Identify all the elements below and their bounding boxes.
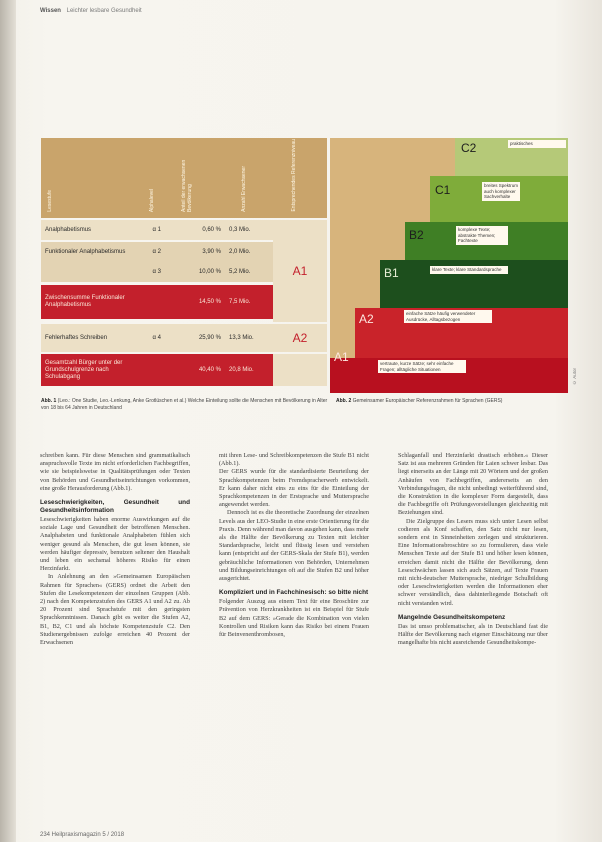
row-count: 5,2 Mio. <box>229 269 251 275</box>
reference-level-label: A2 <box>292 331 308 345</box>
section-heading: Kompliziert und in Fachchinesisch: so bitte nicht <box>219 589 369 597</box>
paragraph: schreiben kann. Für diese Menschen sind grammatikalisch anspruchsvolle Texte im nicht erforderlichen Fachbegriffen, wie sie beispielsweise in Qualitätsprüfungen oder Texten von Behörden und Gesundheitseinrichtungen vorkommen, eine große Herausforderung (Abb.1). <box>40 452 190 492</box>
table-row-subtotal <box>41 285 273 319</box>
row-share: 25,90 % <box>198 335 221 341</box>
row-count: 7,5 Mio. <box>229 299 251 305</box>
level-desc-b2: komplexe Texte; abstrakte Themen; Fachtexte <box>456 226 508 245</box>
text-column-3 <box>398 452 548 647</box>
row-share: 0,60 % <box>202 227 221 233</box>
row-level <box>141 354 161 386</box>
level-desc-a1: vertraute, kurze Sätze; sehr einfache Fragen; alltägliche Situationen <box>378 360 466 373</box>
table-row <box>41 324 273 352</box>
paragraph: mit ihren Lese- und Schreibkompetenzen die Stufe B1 nicht (Abb.1). <box>219 452 369 468</box>
header-count: Anzahl Erwachsener <box>241 166 247 212</box>
running-head-section: Wissen <box>40 8 61 14</box>
level-label-a2: A2 <box>359 312 374 326</box>
level-label-b1: B1 <box>384 266 399 280</box>
figure2-credit: © Autor <box>572 368 577 385</box>
table-row <box>41 262 273 282</box>
gers-staircase-figure <box>330 138 568 393</box>
figure1-caption-text: (Leo.: One Studie, Leo.-Lenkung, Anke Grotlüschen et al.) Welche Einteilung sollte die Menschen mit Bevölkerung in Alter von 18 bis 64 Jahren in Deutschland <box>41 398 328 411</box>
table-row <box>41 242 273 262</box>
level-desc-a2: einfache Sätze häufig verwendeter Ausdrücke, Alltagsbezogen <box>404 310 492 323</box>
row-share: 14,50 % <box>198 299 221 305</box>
running-head-title: Leichter lesbare Gesundheit <box>66 8 142 14</box>
level-desc-c2: praktisches <box>508 140 566 148</box>
header-share: Anteil der erwachsenen Bevölkerung <box>181 159 193 212</box>
table-header <box>41 138 327 218</box>
paragraph: Die Zielgruppe des Lesers muss sich unter Lesen selbst codieren als Konf schaffen, den Satz nicht nur lesen, sondern erst in Sinneinheiten zerlegen und strukturieren. Eine Informationsbroschüre so zu formulieren, dass viele Menschen Texte auf der Stufe B1 und höher lesen können, erreichen damit nicht die Hälfte der Bevölkerung, denn Leseschwächen lassen sich auch Sätzen, auf Texte Frauen mit nicht-deutscher Muttersprache, niedriger Schulbildung oder Leseschwierigkeiten werden die Informationen eher schwer verständlich, dass dahinterliegende Botschaft oft nicht verstanden wird. <box>398 517 548 607</box>
row-level: α 1 <box>152 227 161 233</box>
paragraph: Der GERS wurde für die standardisierte Beurteilung der Sprachkompetenzen beim Fremdspracherwerb entwickelt. Er kann daher nicht eins zu eins für die Einteilung der Sprachkompetenzen in der Erstsprache und Muttersprache angewendet werden. <box>219 468 369 509</box>
paragraph: Dennoch ist es die theoretische Zuordnung der einzelnen Levels aus der LEO-Studie in eine erste Orientierung für die Praxis. Denn während man davon ausgehen kann, dass mehr als die Hälfte der Bevölkerung zu Texten mit leichter Standardsprache, leicht und flüssig lesen und verstehen kann (entspricht auf der GERS-Skala der Stufe B1), werden gebräuchliche Informationen von Behörden, Unternehmen und Bildungseinrichtungen oft auf die Stufen B2 und höher ausgerichtet. <box>219 509 369 583</box>
row-count: 13,3 Mio. <box>229 335 254 341</box>
reference-level-a2 <box>273 324 327 352</box>
row-level: α 3 <box>152 269 161 275</box>
text-column-1 <box>40 452 190 647</box>
level-label-a1: A1 <box>334 350 349 364</box>
row-level <box>141 285 161 319</box>
row-label: Zwischensumme Funktionaler Analphabetismus <box>45 295 125 308</box>
level-label-c2: C2 <box>461 141 477 155</box>
row-label: Gesamtzahl Bürger unter der Grundschulgrenze nach Schulabgang <box>45 359 123 380</box>
row-share: 3,90 % <box>202 249 221 255</box>
section-heading: Leseschwierigkeiten, Gesundheit und Gesundheitsinformation <box>40 499 190 515</box>
level-label-c1: C1 <box>435 183 451 197</box>
header-lesestufe: Lesestufe <box>47 190 53 212</box>
reference-level-empty <box>273 354 327 386</box>
row-level: α 2 <box>152 249 161 255</box>
figure1-caption-label: Abb. 1 <box>41 398 57 404</box>
row-label: Funktionaler Analphabetismus <box>45 248 126 255</box>
header-alphalevel: Alphalevel <box>149 188 155 212</box>
paragraph: In Anlehnung an den »Gemeinsamen Europäischen Rahmen für Sprachen« (GERS) ordnet die Arbeit den Stufen die Lesekompetenzen der einzelnen Gruppen (Abb. 2) nach den Kompetenzstufen des GERS A1 und A2 zu. Ab 20 Prozent sind Sprachstufe mit den geringsten Sprachkenntnissen. Danach gibt es weiter die Stufen A2, B1, B2, C1 und als höchste Kompetenzstufe C2. Den Studienergebnissen zufolge erreichen 40 Prozent der Erwachsenen <box>40 573 190 647</box>
table-row <box>41 220 273 240</box>
row-count: 20,8 Mio. <box>229 367 254 373</box>
paragraph: Das ist umso problematischer, als in Deutschland fast die Hälfte der Bevölkerung nach eigener Einschätzung nur über mangelhafte bis nicht ausreichende Gesundheitskompe- <box>398 622 548 647</box>
table-row-total <box>41 354 273 386</box>
level-desc-b1: klare Texte; klare Standardsprache <box>430 266 508 274</box>
row-count: 2,0 Mio. <box>229 249 251 255</box>
row-label: Fehlerhaftes Schreiben <box>45 334 108 341</box>
text-column-2 <box>219 452 369 639</box>
row-share: 40,40 % <box>198 367 221 373</box>
paragraph: Leseschwierigkeiten haben enorme Auswirkungen auf die soziale Lage und Gesundheit der betroffenen Menschen. Analphabeten und funktionale Analphabeten fühlen sich weniger gesund als Menschen, die gut lesen können, sie werden häufiger depressiv, benutzen seltener den Haushalt und leben ein sechsmal höheres Risiko für einen Herzinfarkt. <box>40 516 190 573</box>
reference-level-label: A1 <box>292 264 308 278</box>
paragraph: Folgender Auszug aus einem Text für eine Broschüre zur Prävention von Herzkrankheiten ist ein Beispiel für Stufe B2 auf dem GERS: »Gerade die Kombination von vielen Kontrollen und Risiken kann das Risiko bei einem Frauen für Beinvenenthrombosen, <box>219 598 369 639</box>
literacy-table-figure <box>41 138 327 393</box>
reference-level-a1 <box>273 220 327 322</box>
row-label: Analphabetismus <box>45 226 92 233</box>
page-footer: 234 Heilpraxismagazin 5 / 2018 <box>40 832 125 838</box>
figure2-caption-text: Gemeinsamer Europäischer Referenzrahmen für Sprachen (GERS) <box>352 398 503 404</box>
level-label-b2: B2 <box>409 228 424 242</box>
figure1-caption <box>41 398 331 412</box>
section-heading: Mangelnde Gesundheitskompetenz <box>398 613 506 621</box>
figure2-caption-label: Abb. 2 <box>336 398 352 404</box>
figure2-caption <box>336 398 568 405</box>
row-share: 10,00 % <box>198 269 221 275</box>
row-count: 0,3 Mio. <box>229 227 251 233</box>
page-binding-shadow <box>0 0 16 842</box>
running-head <box>40 8 142 14</box>
level-desc-c1: breites Spektrum auch komplexer Sachverhalte <box>484 183 519 199</box>
row-level: α 4 <box>152 335 161 341</box>
header-reference: Entsprechendes Referenzniveau <box>291 139 297 212</box>
paragraph: Schlaganfall und Herzinfarkt drastisch erhöhen.« Dieser Satz ist aus mehreren Gründen für Laien schwer lesbar. Das liegt einerseits an der Länge mit 20 Wörtern und der großen Anhäufen von Fachbegriffen, andererseits an den Verbindungsfragen, die nicht unbedingt weiterführend sind, die Konstruktion in die komplexer Form dargestellt, dass die Fachbegriffe oft Prüfungsvorstellungen gleichzeitig mit Beziehungen sind. <box>398 452 548 517</box>
row-label <box>45 262 133 282</box>
